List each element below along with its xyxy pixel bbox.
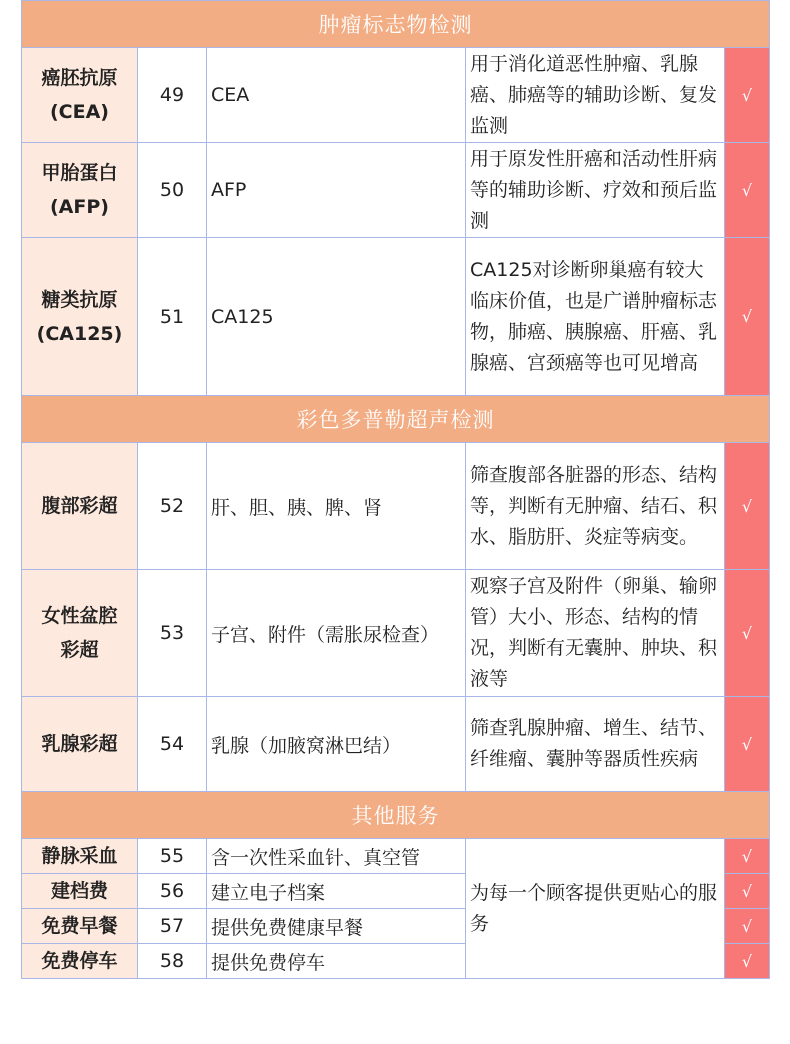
- exam-item: AFP: [207, 143, 466, 238]
- table-row: [22, 697, 770, 792]
- table-row: [22, 238, 770, 396]
- section-header-tumor-markers: [22, 1, 770, 48]
- exam-number: 53: [138, 570, 207, 697]
- check-mark: √: [725, 839, 770, 874]
- check-mark: √: [725, 143, 770, 238]
- exam-name: 甲胎蛋白: [41, 162, 118, 184]
- checkup-table: [21, 0, 769, 979]
- exam-name-cell: [22, 697, 138, 792]
- section-title: 肿瘤标志物检测: [22, 1, 770, 48]
- section-header-other-services: [22, 792, 770, 839]
- exam-number: 49: [138, 48, 207, 143]
- exam-name-sub: 彩超: [60, 639, 99, 661]
- section-title: 其他服务: [22, 792, 770, 839]
- section-title: 彩色多普勒超声检测: [22, 396, 770, 443]
- check-mark: √: [725, 570, 770, 697]
- exam-name-sub: (AFP): [50, 196, 109, 218]
- check-mark: √: [725, 697, 770, 792]
- exam-name-cell: [22, 570, 138, 697]
- exam-item: 乳腺（加腋窝淋巴结）: [207, 697, 466, 792]
- exam-name: 癌胚抗原: [41, 67, 118, 89]
- exam-item: 子宫、附件（需胀尿检查）: [207, 570, 466, 697]
- table-row: [22, 48, 770, 143]
- exam-name-cell: [22, 143, 138, 238]
- service-item: 含一次性采血针、真空管: [207, 839, 466, 874]
- table-row: [22, 839, 770, 874]
- exam-item: CEA: [207, 48, 466, 143]
- service-name: 建档费: [22, 874, 138, 909]
- service-item: 提供免费健康早餐: [207, 909, 466, 944]
- exam-description: 筛查腹部各脏器的形态、结构等，判断有无肿瘤、结石、积水、脂肪肝、炎症等病变。: [466, 443, 725, 570]
- exam-name: 腹部彩超: [41, 495, 118, 517]
- service-number: 57: [138, 909, 207, 944]
- exam-description: 用于原发性肝癌和活动性肝病等的辅助诊断、疗效和预后监测: [466, 143, 725, 238]
- table-row: [22, 443, 770, 570]
- exam-name-sub: (CA125): [36, 322, 123, 345]
- check-mark: √: [725, 443, 770, 570]
- exam-description: 用于消化道恶性肿瘤、乳腺癌、肺癌等的辅助诊断、复发监测: [466, 48, 725, 143]
- section-header-ultrasound: [22, 396, 770, 443]
- service-item: 提供免费停车: [207, 944, 466, 979]
- exam-name: 乳腺彩超: [41, 733, 118, 755]
- service-name: 免费早餐: [22, 909, 138, 944]
- service-name: 免费停车: [22, 944, 138, 979]
- exam-name-cell: [22, 443, 138, 570]
- exam-name: 女性盆腔: [41, 605, 118, 627]
- check-mark: √: [725, 944, 770, 979]
- exam-number: 51: [138, 238, 207, 396]
- service-number: 56: [138, 874, 207, 909]
- exam-item: 肝、胆、胰、脾、肾: [207, 443, 466, 570]
- exam-number: 52: [138, 443, 207, 570]
- table-row: [22, 570, 770, 697]
- exam-number: 50: [138, 143, 207, 238]
- check-mark: √: [725, 238, 770, 396]
- exam-description: 筛查乳腺肿瘤、增生、结节、纤维瘤、囊肿等器质性疾病: [466, 697, 725, 792]
- exam-description: CA125对诊断卵巢癌有较大临床价值，也是广谱肿瘤标志物，肺癌、胰腺癌、肝癌、乳腺癌、宫颈癌等也可见增高: [466, 238, 725, 396]
- exam-name-cell: [22, 238, 138, 396]
- check-mark: √: [725, 48, 770, 143]
- service-number: 58: [138, 944, 207, 979]
- exam-name-cell: [22, 48, 138, 143]
- exam-name: 糖类抗原: [41, 288, 118, 311]
- service-shared-description: 为每一个顾客提供更贴心的服务: [466, 839, 725, 979]
- check-mark: √: [725, 909, 770, 944]
- service-name: 静脉采血: [22, 839, 138, 874]
- exam-item: CA125: [207, 238, 466, 396]
- check-mark: √: [725, 874, 770, 909]
- exam-number: 54: [138, 697, 207, 792]
- exam-description: 观察子宫及附件（卵巢、输卵管）大小、形态、结构的情况，判断有无囊肿、肿块、积液等: [466, 570, 725, 697]
- exam-name-sub: (CEA): [50, 101, 109, 123]
- service-item: 建立电子档案: [207, 874, 466, 909]
- table-row: [22, 143, 770, 238]
- service-number: 55: [138, 839, 207, 874]
